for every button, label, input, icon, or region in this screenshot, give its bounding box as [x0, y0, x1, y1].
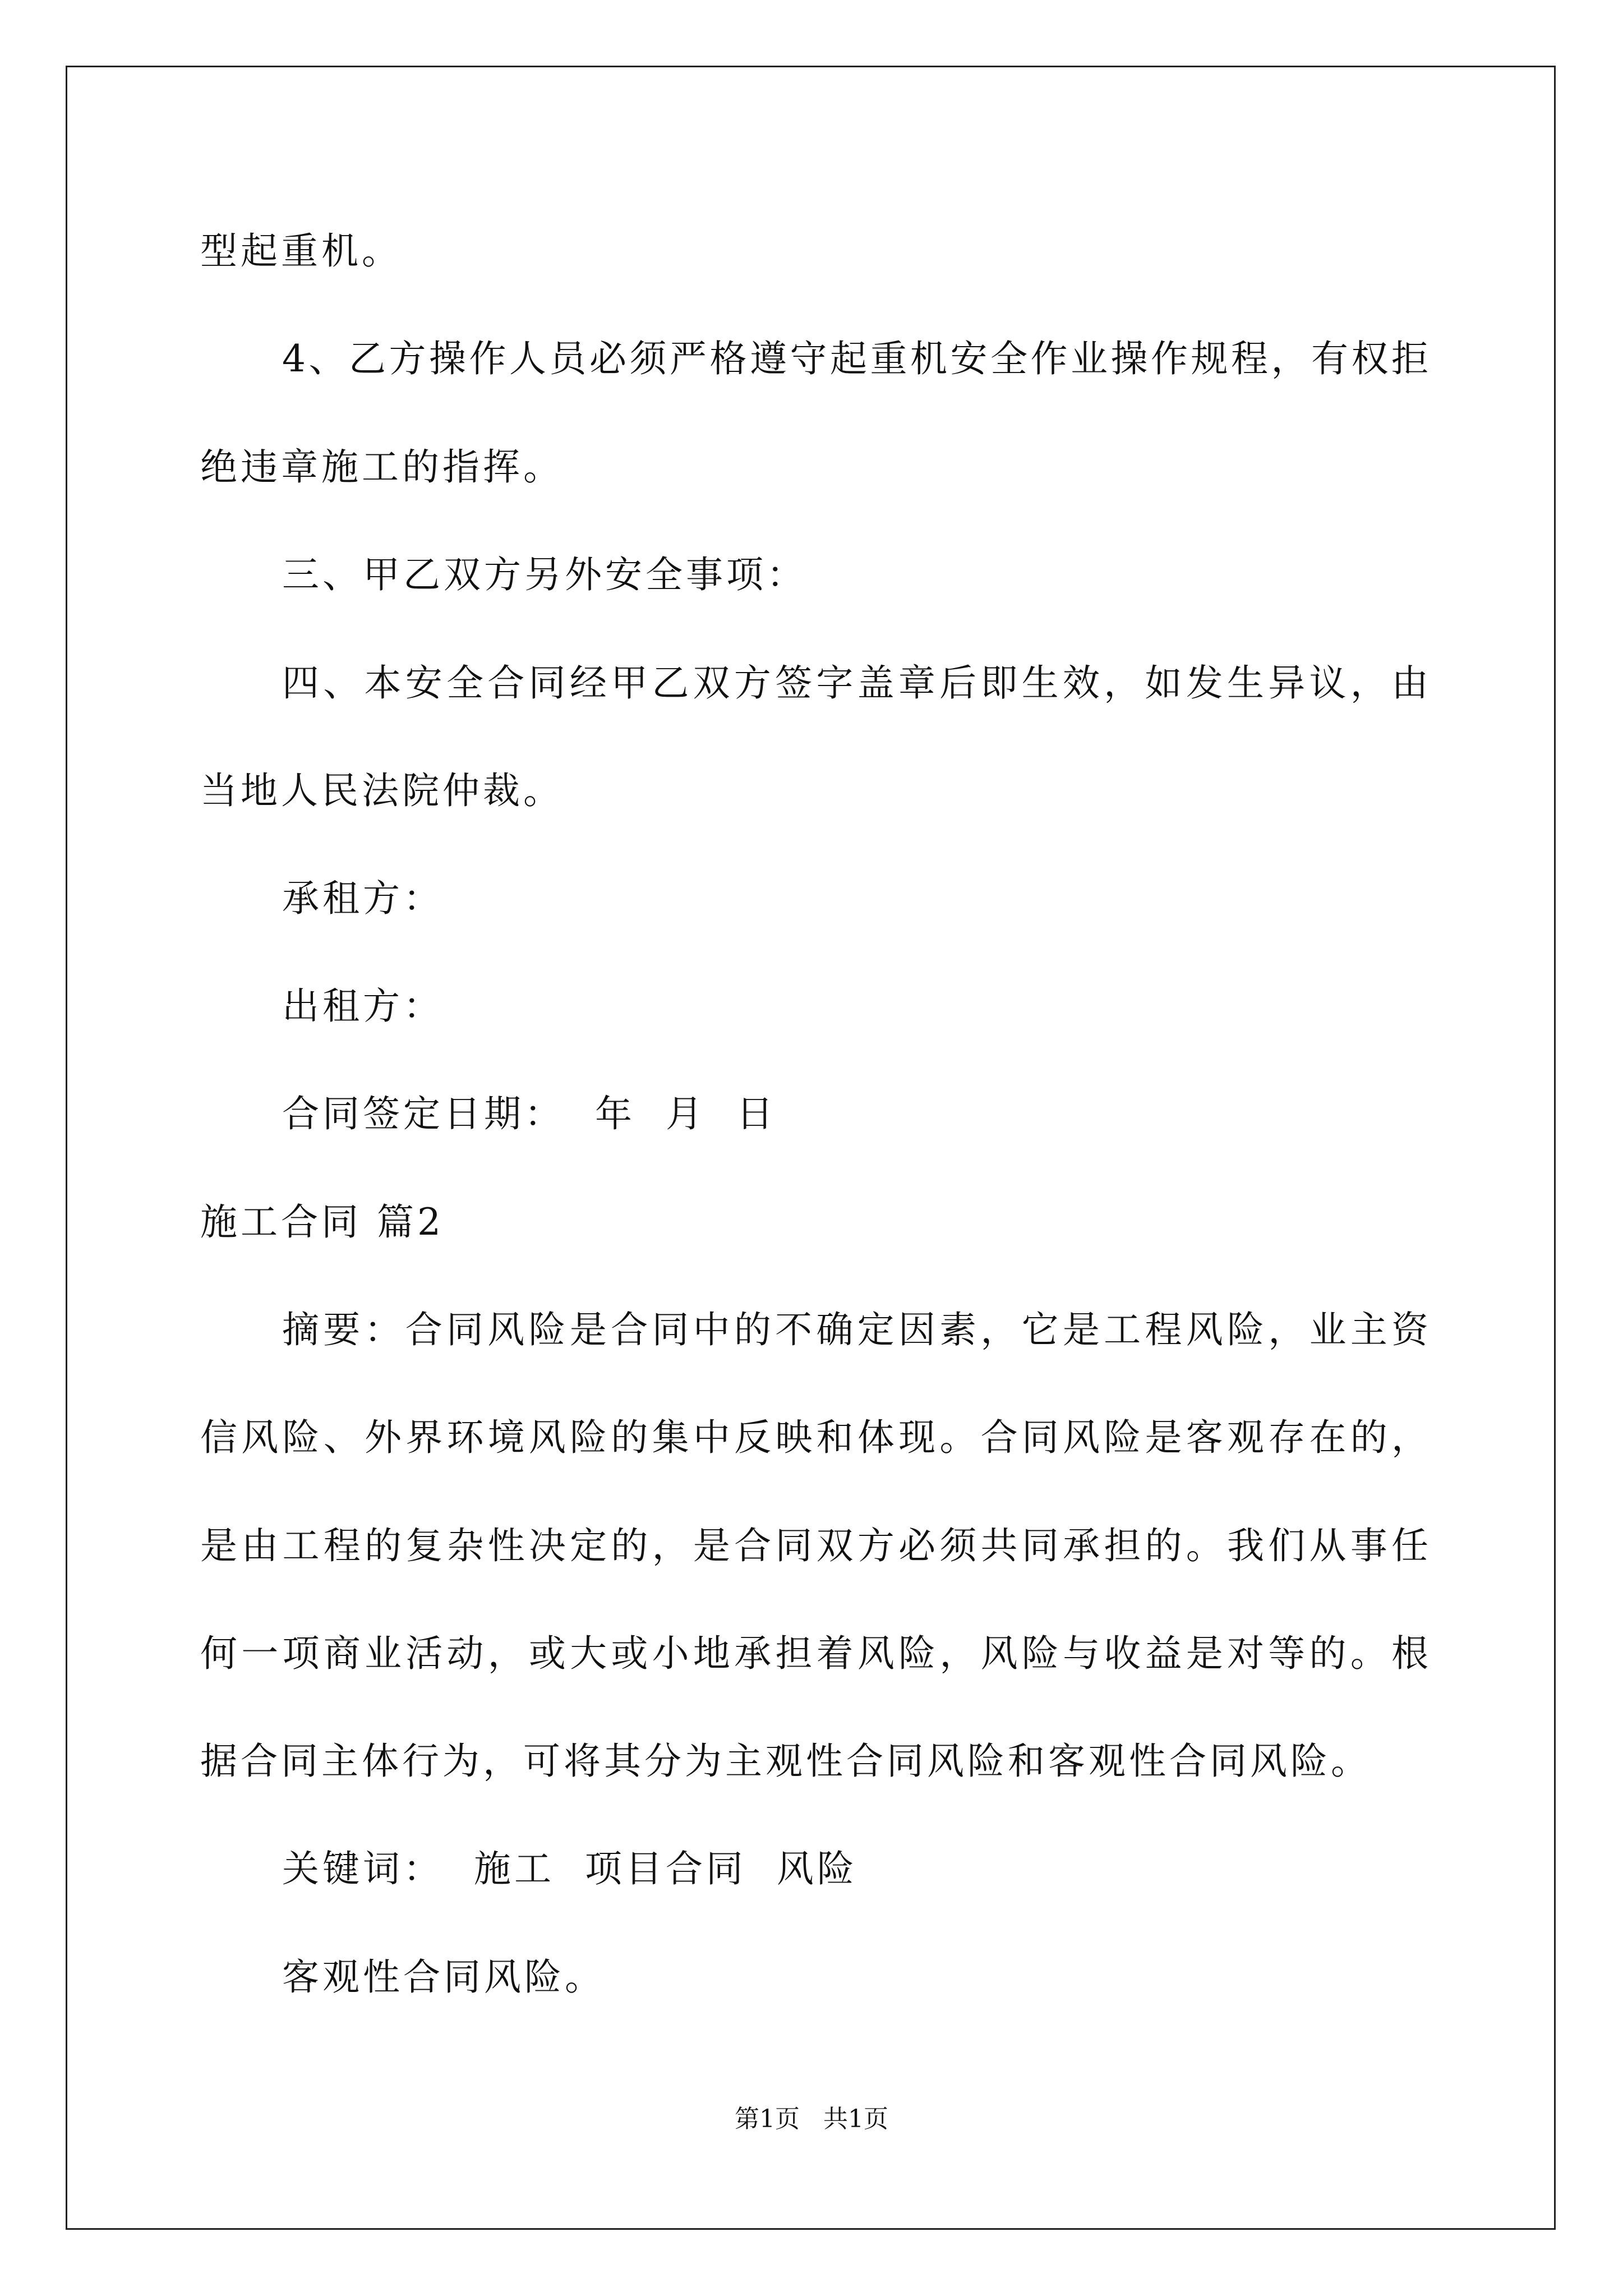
- section-heading: 三、甲乙双方另外安全事项：: [282, 553, 807, 596]
- abstract-line: 何一项商业活动，或大或小地承担着风险，风险与收益是对等的。根: [200, 1632, 1428, 1675]
- paragraph-line: 型起重机。: [200, 229, 402, 273]
- abstract-line: 据合同主体行为，可将其分为主观性合同风险和客观性合同风险。: [200, 1740, 1371, 1783]
- abstract-line: 是由工程的复杂性决定的，是合同双方必须共同承担的。我们从事任: [200, 1524, 1428, 1567]
- page-footer: 第1页 共1页: [735, 2105, 888, 2133]
- paragraph-line: 4、乙方操作人员必须严格遵守起重机安全作业操作规程，有权拒: [282, 337, 1428, 380]
- keywords-line: 关键词： 施工 项目合同 风险: [282, 1847, 857, 1890]
- paragraph-line: 客观性合同风险。: [282, 1955, 605, 1999]
- abstract-line: 信风险、外界环境风险的集中反映和体现。合同风险是客观存在的，: [200, 1416, 1428, 1459]
- lessee-label: 承租方：: [282, 877, 444, 920]
- section-title: 施工合同 篇2: [200, 1200, 444, 1244]
- page-border: [66, 66, 1556, 2230]
- signing-date-label: 合同签定日期： 年 月 日: [282, 1092, 777, 1135]
- abstract-line: 摘要：合同风险是合同中的不确定因素，它是工程风险，业主资: [282, 1308, 1428, 1351]
- paragraph-line: 当地人民法院仲裁。: [200, 769, 564, 812]
- paragraph-line: 四、本安全合同经甲乙双方签字盖章后即生效，如发生异议，由: [282, 661, 1428, 705]
- lessor-label: 出租方：: [282, 984, 444, 1028]
- paragraph-line: 绝违章施工的指挥。: [200, 445, 564, 489]
